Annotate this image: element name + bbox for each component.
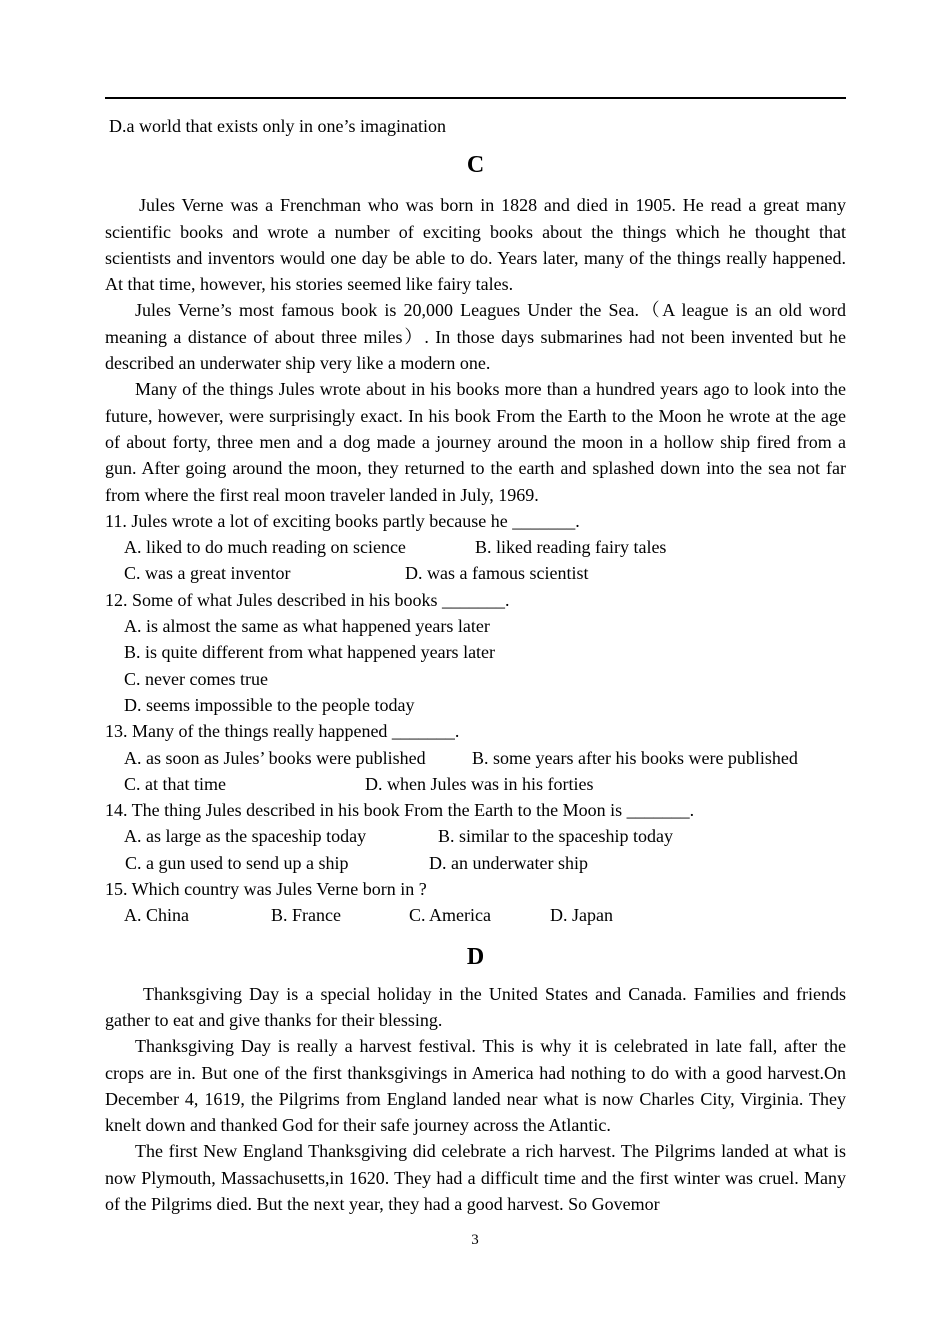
question-12-option-a: A. is almost the same as what happened years later	[124, 616, 490, 637]
previous-question-option-d: D.a world that exists only in one’s imagination	[109, 116, 446, 136]
question-14-options-row-2	[105, 850, 846, 876]
question-14-option-d: D. an underwater ship	[429, 852, 588, 873]
question-14-option-a: A. as large as the spaceship today	[124, 826, 367, 847]
section-c-paragraph-2: Jules Verne’s most famous book is 20,000 Leagues Under the Sea.（A league is an old word meaning a distance of about three miles）. In those days submarines had not been invented but he described an underwater ship very like a modern one.	[105, 300, 846, 374]
question-13-options-row-2	[105, 771, 846, 797]
question-12-stem: 12. Some of what Jules described in his books _______.	[105, 589, 510, 610]
question-13-option-b: B. some years after his books were published	[472, 747, 798, 768]
question-11-option-b: B. liked reading fairy tales	[475, 537, 667, 558]
question-11-options-row-2	[105, 560, 846, 586]
question-12-option-c: C. never comes true	[124, 668, 268, 689]
question-11-option-d: D. was a famous scientist	[405, 563, 589, 584]
question-15-option-c: C. America	[409, 905, 491, 926]
question-14-options-row-1	[105, 823, 846, 849]
section-d-paragraph-2: Thanksgiving Day is really a harvest festival. This is why it is celebrated in late fall, after the crops are in. But one of the first thanksgivings in America had nothing to do with a good harvest.On December 4, 1619, the Pilgrims from England landed near what is now Charles City, Virginia. They knelt down and thanked God for their safe journey across the Atlantic.	[105, 1036, 846, 1136]
question-11-option-c: C. was a great inventor	[124, 563, 291, 584]
section-d-paragraph-3: The first New England Thanksgiving did celebrate a rich harvest. The Pilgrims landed at what is now Plymouth, Massachusetts,in 1620. They had a difficult time and the first winter was cruel. Many of the Pilgrims died. But the next year, they had a good harvest. So Govemor	[105, 1141, 846, 1214]
question-11-stem: 11. Jules wrote a lot of exciting books partly because he _______.	[105, 510, 580, 531]
question-13-option-c: C. at that time	[124, 773, 226, 794]
question-15-option-d: D. Japan	[550, 905, 613, 926]
question-13-options-row-1	[105, 745, 846, 771]
question-11-option-a: A. liked to do much reading on science	[124, 537, 406, 558]
question-14-option-b: B. similar to the spaceship today	[438, 826, 673, 847]
question-13-option-a: A. as soon as Jules’ books were published	[124, 747, 426, 768]
question-15-option-b: B. France	[271, 905, 341, 926]
section-d-heading: D	[466, 943, 485, 970]
section-c-paragraph-1: Jules Verne was a Frenchman who was born in 1828 and died in 1905. He read a great many scientific books and wrote a number of exciting books about the things which he thought that scientists and inventors would one day be able to do. Years later, many of the things really happened. At that time, however, his stories seemed like fairy tales.	[105, 195, 846, 295]
question-15-options-row	[105, 902, 846, 928]
question-12-option-d: D. seems impossible to the people today	[124, 694, 415, 715]
page-number: 3	[471, 1232, 479, 1248]
question-13-stem: 13. Many of the things really happened _______.	[105, 721, 460, 742]
question-15-option-a: A. China	[124, 905, 189, 926]
page-content	[105, 113, 846, 1217]
question-15-stem: 15. Which country was Jules Verne born in ?	[105, 879, 427, 900]
question-14-option-c: C. a gun used to send up a ship	[125, 852, 349, 873]
question-11-options-row-1	[105, 534, 846, 560]
section-c-paragraph-3: Many of the things Jules wrote about in his books more than a hundred years ago to look into the future, however, were surprisingly exact. In his book From the Earth to the Moon he wrote at the age of about forty, three men and a dog made a journey around the moon in a hollow ship fired from a gun. After going around the moon, they returned to the earth and splashed down into the sea not far from where the first real moon traveler landed in July, 1969.	[105, 379, 846, 505]
question-12-option-b: B. is quite different from what happened years later	[124, 642, 496, 663]
question-14-stem: 14. The thing Jules described in his book From the Earth to the Moon is _______.	[105, 800, 695, 821]
section-d-paragraph-1: Thanksgiving Day is a special holiday in the United States and Canada. Families and friends gather to eat and give thanks for their blessing.	[105, 983, 846, 1030]
section-c-heading: C	[466, 152, 485, 179]
header-rule	[105, 97, 846, 99]
question-13-option-d: D. when Jules was in his forties	[365, 773, 594, 794]
